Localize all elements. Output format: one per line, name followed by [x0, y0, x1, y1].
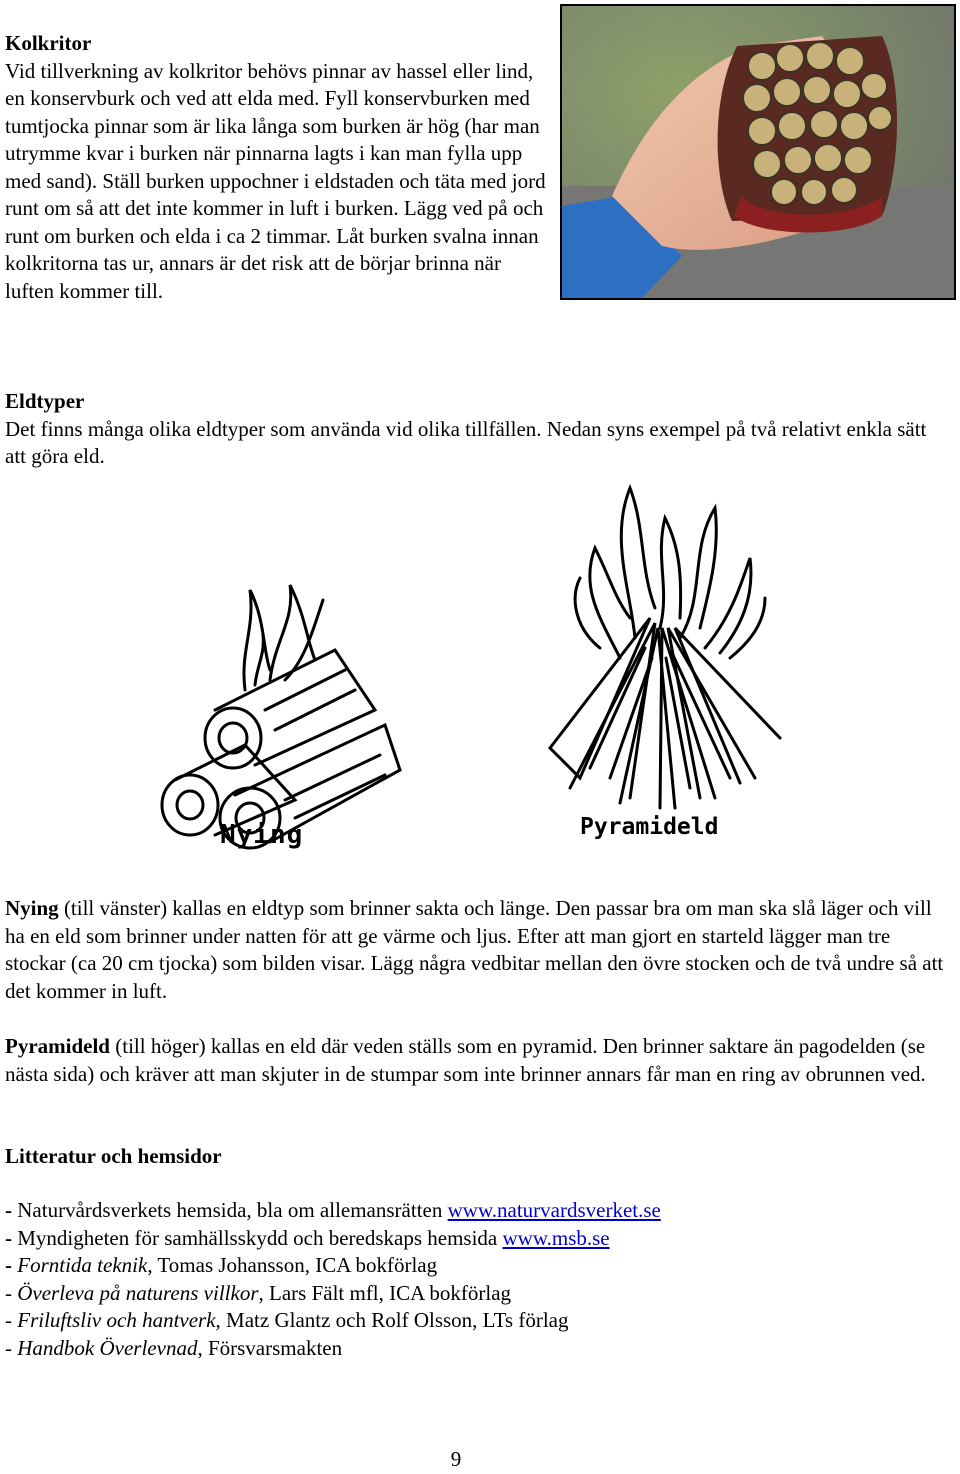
list-item: [5, 1225, 945, 1253]
book-title: Handbok Överlevnad: [17, 1335, 198, 1360]
pyramideld-illustration: [540, 478, 790, 850]
litteratur-heading: Litteratur och hemsidor: [5, 1144, 222, 1168]
book-details: , Tomas Johansson, ICA bokförlag: [147, 1253, 438, 1277]
list-dash: -: [5, 1280, 18, 1305]
charcoal-can-photo-image: [562, 6, 954, 298]
naturvardsverket-link[interactable]: www.naturvardsverket.se: [447, 1198, 661, 1222]
litteratur-list: [5, 1197, 945, 1362]
msb-link[interactable]: www.msb.se: [502, 1225, 610, 1250]
charcoal-can-photo: [560, 4, 956, 300]
page-number: 9: [450, 1447, 462, 1471]
pyramideld-description: (till höger) kallas en eld där veden ställs som en pyramid. Den brinner saktare än pagodelden (se nästa sida) och kräver att man skjuter in de stumpar som inte brinner annars får man en ring av obrunnen ved.: [5, 1034, 926, 1086]
book-details: , Lars Fält mfl, ICA bokförlag: [258, 1280, 512, 1305]
pyramideld-term: Pyramideld: [5, 1034, 110, 1058]
book-title: Överleva på naturens villkor: [17, 1280, 259, 1305]
list-dash: -: [5, 1335, 18, 1360]
list-dash: -: [5, 1198, 18, 1222]
book-title: Forntida teknik: [17, 1253, 148, 1277]
list-item: [5, 1307, 945, 1335]
book-details: , Matz Glantz och Rolf Olsson, LTs förlag: [215, 1308, 569, 1332]
list-item: [5, 1197, 945, 1225]
list-item-text: Naturvårdsverkets hemsida, bla om allemansrätten: [17, 1198, 448, 1222]
pyramideld-label: Pyramideld: [580, 814, 719, 840]
list-item: [5, 1252, 945, 1280]
list-dash: -: [5, 1225, 18, 1250]
list-dash: -: [5, 1308, 18, 1332]
nying-paragraph: [5, 895, 945, 1005]
list-item-text: Myndigheten för samhällsskydd och beredskaps hemsida: [17, 1225, 503, 1250]
nying-illustration: [145, 560, 405, 860]
nying-term: Nying: [5, 896, 59, 920]
nying-label: Nying: [220, 820, 304, 850]
book-title: Friluftsliv och hantverk: [17, 1308, 216, 1332]
eldtyper-text: Det finns många olika eldtyper som använda vid olika tillfällen. Nedan syns exempel på två relativt enkla sätt att göra eld.: [5, 416, 927, 468]
book-details: , Försvarsmakten: [197, 1335, 343, 1360]
list-item: [5, 1335, 945, 1363]
kolkritor-heading: Kolkritor: [5, 31, 92, 55]
kolkritor-text: Vid tillverkning av kolkritor behövs pinnar av hassel eller lind, en konservburk och ved att elda med. Fyll konservburken med tumtjocka pinnar som är lika långa som burken är hög (har man utrymme kvar i burken när pinnarna lagts i kan man fylla upp med sand). Ställ burken uppochner i eldstaden och täta med jord runt om så att det inte kommer in luft i burken. Lägg ved på och runt om burken och elda i ca 2 timmar. Låt burken svalna innan kolkritorna tas ur, annars är det risk att de börjar brinna när luften kommer till.: [5, 58, 546, 303]
kolkritor-section: [5, 30, 550, 305]
list-dash: -: [5, 1253, 18, 1277]
eldtyper-section: [5, 388, 945, 471]
eldtyper-heading: Eldtyper: [5, 389, 85, 413]
list-item: [5, 1280, 945, 1308]
pyramideld-paragraph: [5, 1033, 945, 1088]
nying-description: (till vänster) kallas en eldtyp som brinner sakta och länge. Den passar bra om man ska slå läger och vill ha en eld som brinner under natten för att ge värme och ljus. Efter att man gjort en starteld lägger man tre stockar (ca 20 cm tjocka) som bilden visar. Lägg några vedbitar mellan den övre stocken och de två undre så att det kommer in luft.: [5, 896, 944, 1003]
nying-drawing: [145, 560, 405, 860]
pyramideld-drawing: [540, 478, 790, 813]
